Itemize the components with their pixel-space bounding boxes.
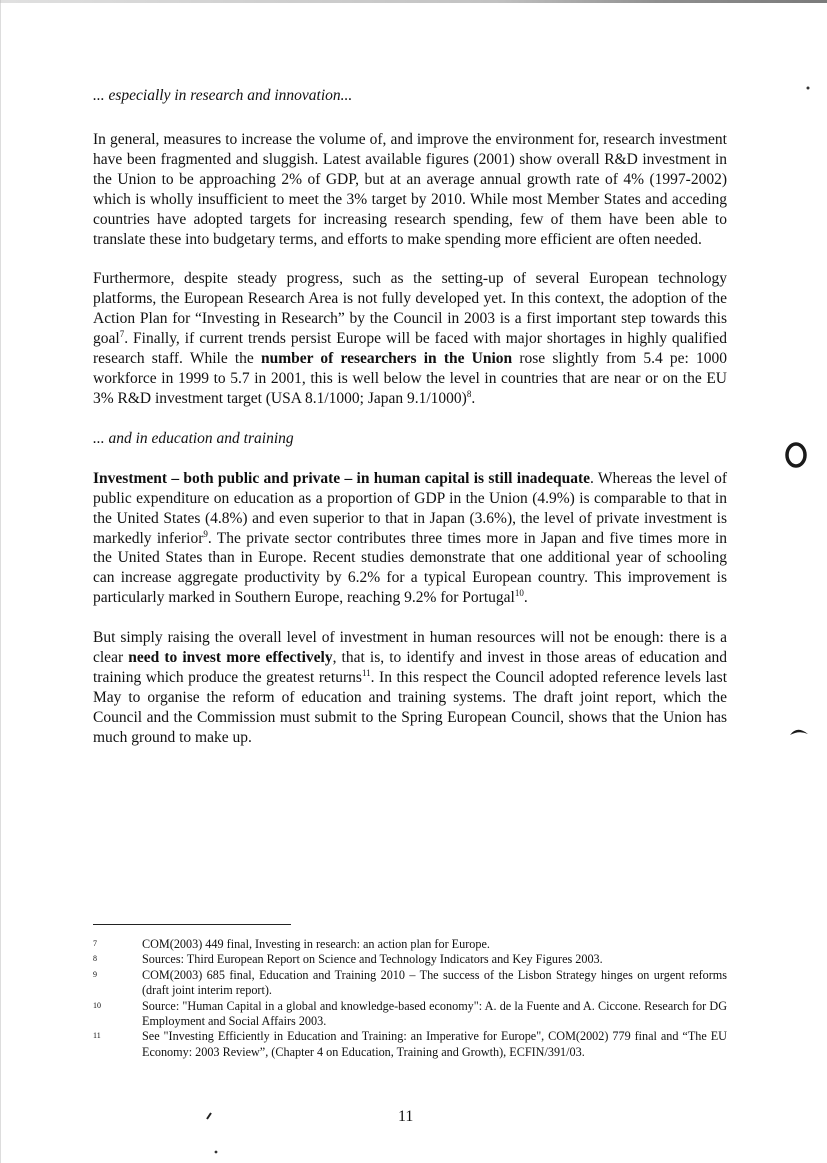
footnote-9 bbox=[93, 968, 727, 999]
scan-ring-mark bbox=[783, 440, 809, 470]
paragraph-research-investment: In general, measures to increase the volume of, and improve the environment for, research investment have been fragmented and sluggish. Latest available figures (2001) show overall R&D investment in the Union to be approaching 2% of GDP, but at an average annual growth rate of 4% (1997-2002) which is wholly insufficient to meet the 3% target by 2010. While most Member States and acceding countries have adopted targets for increasing research spending, few of them have been able to translate these into budgetary terms, and efforts to make spending more efficient are often needed. bbox=[93, 131, 727, 248]
scan-dot bbox=[214, 1150, 218, 1154]
footnote-ref-11[interactable]: 11 bbox=[361, 667, 371, 678]
footnote-ref-9[interactable]: 9 bbox=[203, 528, 208, 539]
paragraph-research-area bbox=[93, 269, 727, 408]
footnote-number: 7 bbox=[93, 939, 97, 948]
paragraph-invest-effectively bbox=[93, 628, 727, 747]
footnote-7 bbox=[93, 937, 727, 952]
text-run: . In this respect the Council adopted reference levels last May to organise the reform of education and training systems. The draft joint report, which the Council and the Commission must submit to the Spring European Council, shows that the Union has much ground to make up. bbox=[93, 668, 728, 746]
bold-text-invest-effectively: need to invest more effectively bbox=[128, 649, 333, 667]
page-body bbox=[93, 86, 727, 748]
scan-mark bbox=[788, 724, 810, 738]
footnote-11 bbox=[93, 1029, 727, 1060]
text-run: Furthermore, despite steady progress, such as the setting-up of several European technology platforms, the European Research Area is not fully developed yet. In this context, the adoption of the Action Plan for “Investing in Research” by the Council in 2003 is a first important step towards this goal bbox=[93, 270, 727, 348]
footnote-text: Source: "Human Capital in a global and knowledge-based economy": A. de la Fuente and A. Ciccone. Research for DG Employment and Social Affairs 2003. bbox=[142, 998, 727, 1029]
footnote-separator bbox=[93, 924, 291, 925]
paragraph-human-capital bbox=[93, 469, 727, 608]
footnote-text: COM(2003) 449 final, Investing in research: an action plan for Europe. bbox=[142, 937, 490, 951]
footnote-ref-10[interactable]: 10 bbox=[514, 588, 524, 599]
footnote-ref-7[interactable]: 7 bbox=[119, 329, 125, 339]
footnote-ref-8[interactable]: 8 bbox=[466, 388, 472, 399]
text-run: , that is, to identify and invest in those areas of education and training which produce the greatest returns bbox=[93, 649, 728, 686]
bold-text-researchers: number of researchers in the Union bbox=[261, 350, 513, 368]
text-run: . Whereas the level of public expenditure on education as a proportion of GDP in the Union (4.9%) is comparable to that in the United States (4.8%) and even superior to that in Japan (3.6%), the level of private investment is markedly inferior bbox=[93, 469, 727, 547]
section-heading-research: ... especially in research and innovation... bbox=[93, 87, 353, 104]
scan-edge-top bbox=[0, 0, 827, 3]
text-run: . The private sector contributes three times more in Japan and five times more in the United States than in Europe. Recent studies demonstrate that one additional year of schooling can increase aggregate productivity by 6.2% for a typical European country. This improvement is particularly marked in Southern Europe, reaching 9.2% for Portugal bbox=[93, 529, 727, 607]
bold-text-investment: Investment – both public and private – in human capital is still inadequate bbox=[93, 469, 590, 487]
footnote-number: 11 bbox=[93, 1031, 101, 1041]
scan-dot bbox=[205, 1111, 213, 1121]
footnote-text: COM(2003) 685 final, Education and Training 2010 – The success of the Lisbon Strategy hinges on urgent reforms (draft joint interim report). bbox=[142, 967, 727, 998]
text-run: . Finally, if current trends persist Europe will be faced with major shortages in highly qualified research staff. While the bbox=[93, 330, 727, 368]
footnotes bbox=[93, 937, 727, 1060]
scan-edge-left bbox=[0, 0, 1, 1163]
footnote-number: 8 bbox=[93, 954, 97, 964]
footnote-text: Sources: Third European Report on Science and Technology Indicators and Key Figures 2003. bbox=[142, 952, 603, 967]
scan-dot bbox=[806, 86, 810, 90]
footnote-number: 10 bbox=[93, 1000, 101, 1010]
text-run: . bbox=[471, 389, 476, 407]
page-number: 11 bbox=[398, 1108, 414, 1125]
footnote-text: See "Investing Efficiently in Education and Training: an Imperative for Europe", COM(2002) 779 final and “The EU Economy: 2003 Review”, (Chapter 4 on Education, Training and Growth), ECFIN/391/03. bbox=[142, 1029, 727, 1059]
text-run: rose slightly from 5.4 pe: 1000 workforce in 1999 to 5.7 in 2001, this is well below the level in countries that are near or on the EU 3% R&D investment target (USA 8.1/1000; Japan 9.1/1000) bbox=[93, 350, 727, 407]
footnote-8 bbox=[93, 952, 727, 967]
footnote-10 bbox=[93, 999, 727, 1030]
text-run: But simply raising the overall level of investment in human resources will not be enough: there is a clear bbox=[93, 629, 727, 667]
section-heading-education: ... and in education and training bbox=[93, 429, 294, 447]
footnote-number: 9 bbox=[93, 969, 97, 979]
text-run: . bbox=[523, 589, 528, 607]
